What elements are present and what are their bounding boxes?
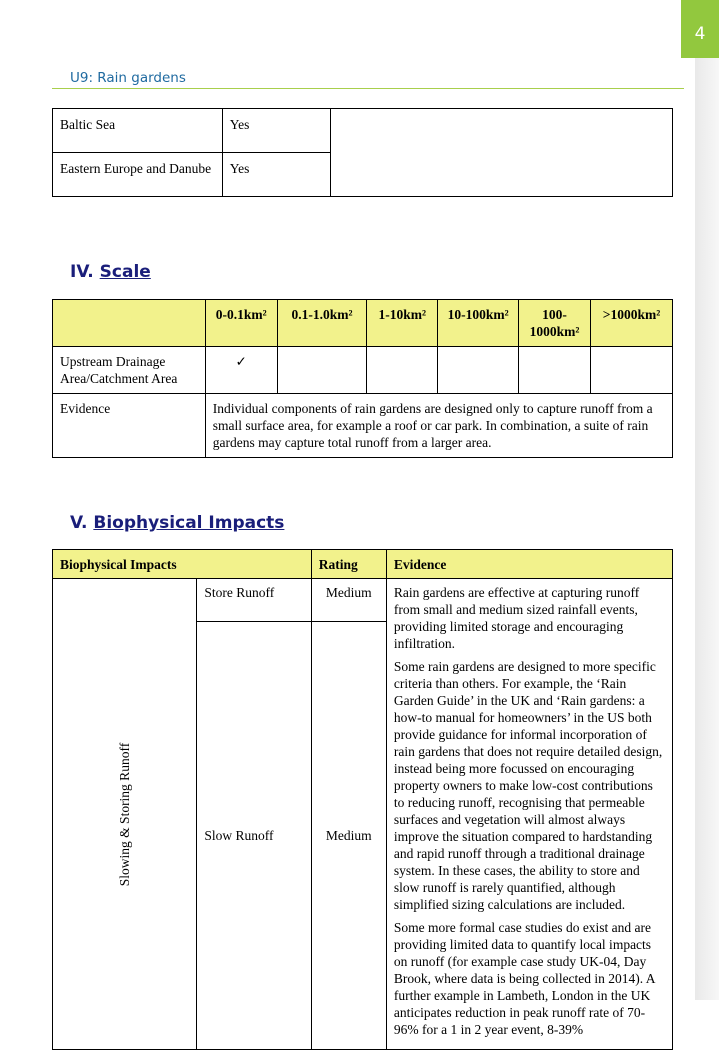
- checkmark-icon: ✓: [205, 347, 277, 394]
- group-label: Slowing & Storing Runoff: [117, 742, 133, 886]
- region-table: [52, 108, 673, 197]
- scale-heading-number: IV.: [70, 262, 94, 282]
- group-label-cell: [53, 579, 197, 1050]
- scale-col-header: >1000km²: [591, 300, 673, 347]
- table-row: [53, 579, 673, 622]
- table-row: [53, 347, 673, 394]
- region-value: Yes: [222, 109, 330, 153]
- scale-col-header: 0-0.1km²: [205, 300, 277, 347]
- page-number: 4: [694, 24, 706, 44]
- page-side-strip: [695, 0, 719, 1000]
- table-header-row: [53, 300, 673, 347]
- scale-col-header: 10-100km²: [438, 300, 519, 347]
- region-name: Baltic Sea: [53, 109, 223, 153]
- scale-heading-title: Scale: [99, 262, 151, 282]
- scale-row-label: Upstream Drainage Area/Catchment Area: [53, 347, 206, 394]
- scale-col-header: 0.1-1.0km²: [277, 300, 367, 347]
- scale-table: [52, 299, 673, 458]
- bio-header-rating: Rating: [311, 550, 386, 579]
- region-name: Eastern Europe and Danube: [53, 153, 223, 197]
- table-row: [53, 109, 673, 153]
- scale-header-blank: [53, 300, 206, 347]
- scale-col-header: 1-10km²: [367, 300, 438, 347]
- impact-rating: Medium: [311, 622, 386, 1050]
- table-row: [53, 394, 673, 458]
- impact-rating: Medium: [311, 579, 386, 622]
- bio-evidence-cell: [386, 579, 672, 1050]
- region-notes-cell: [330, 109, 672, 197]
- scale-cell: [277, 347, 367, 394]
- evidence-paragraph: Rain gardens are effective at capturing runoff from small and medium sized rainfall events, providing limited storage and encouraging infiltration.: [393, 585, 640, 651]
- scale-col-header: 100-1000km²: [519, 300, 591, 347]
- impact-name: Slow Runoff: [197, 622, 311, 1050]
- region-value: Yes: [222, 153, 330, 197]
- evidence-paragraph: Some more formal case studies do exist and are providing limited data to quantify local impacts on runoff (for example case study UK-04, Day Brook, where data is being collected in 2014). A further example in Lambeth, London in the UK anticipates reduction in peak runoff rate of 70-96% for a 1 in 2 year event, 8-39%: [393, 920, 655, 1037]
- bio-heading-title: Biophysical Impacts: [93, 513, 285, 533]
- header-rule: [52, 88, 684, 89]
- scale-cell: [438, 347, 519, 394]
- evidence-paragraph: Some rain gardens are designed to more specific criteria than others. For example, the ‘Rain Garden Guide’ in the UK and ‘Rain gardens: a how-to manual for homeowners’ in the US both provide guidance for informal incorporation of rain gardens that does not require detailed design, instead being more focussed on encouraging property owners to make low-cost contributions to reducing runoff, recognising that permeable surfaces and vegetation will almost always improve the situation compared to hardstanding and rapid runoff through a traditional drainage system. In these cases, the ability to store and slow runoff is rarely quantified, although simplified sizing calculations are included.: [393, 659, 663, 912]
- running-header: U9: Rain gardens: [70, 70, 186, 86]
- bio-header-evidence: Evidence: [386, 550, 672, 579]
- impact-name: Store Runoff: [197, 579, 311, 622]
- bio-heading-number: V.: [70, 513, 88, 533]
- scale-cell: [591, 347, 673, 394]
- scale-cell: [519, 347, 591, 394]
- bio-heading: [70, 513, 284, 533]
- table-header-row: [53, 550, 673, 579]
- bio-header-impacts: Biophysical Impacts: [53, 550, 312, 579]
- scale-heading: [70, 262, 151, 282]
- scale-evidence-text: Individual components of rain gardens are designed only to capture runoff from a small surface area, for example a roof or car park. In combination, a suite of rain gardens may capture total runoff from a larger area.: [205, 394, 672, 458]
- biophysical-table: [52, 549, 673, 1050]
- evidence-label: Evidence: [53, 394, 206, 458]
- scale-cell: [367, 347, 438, 394]
